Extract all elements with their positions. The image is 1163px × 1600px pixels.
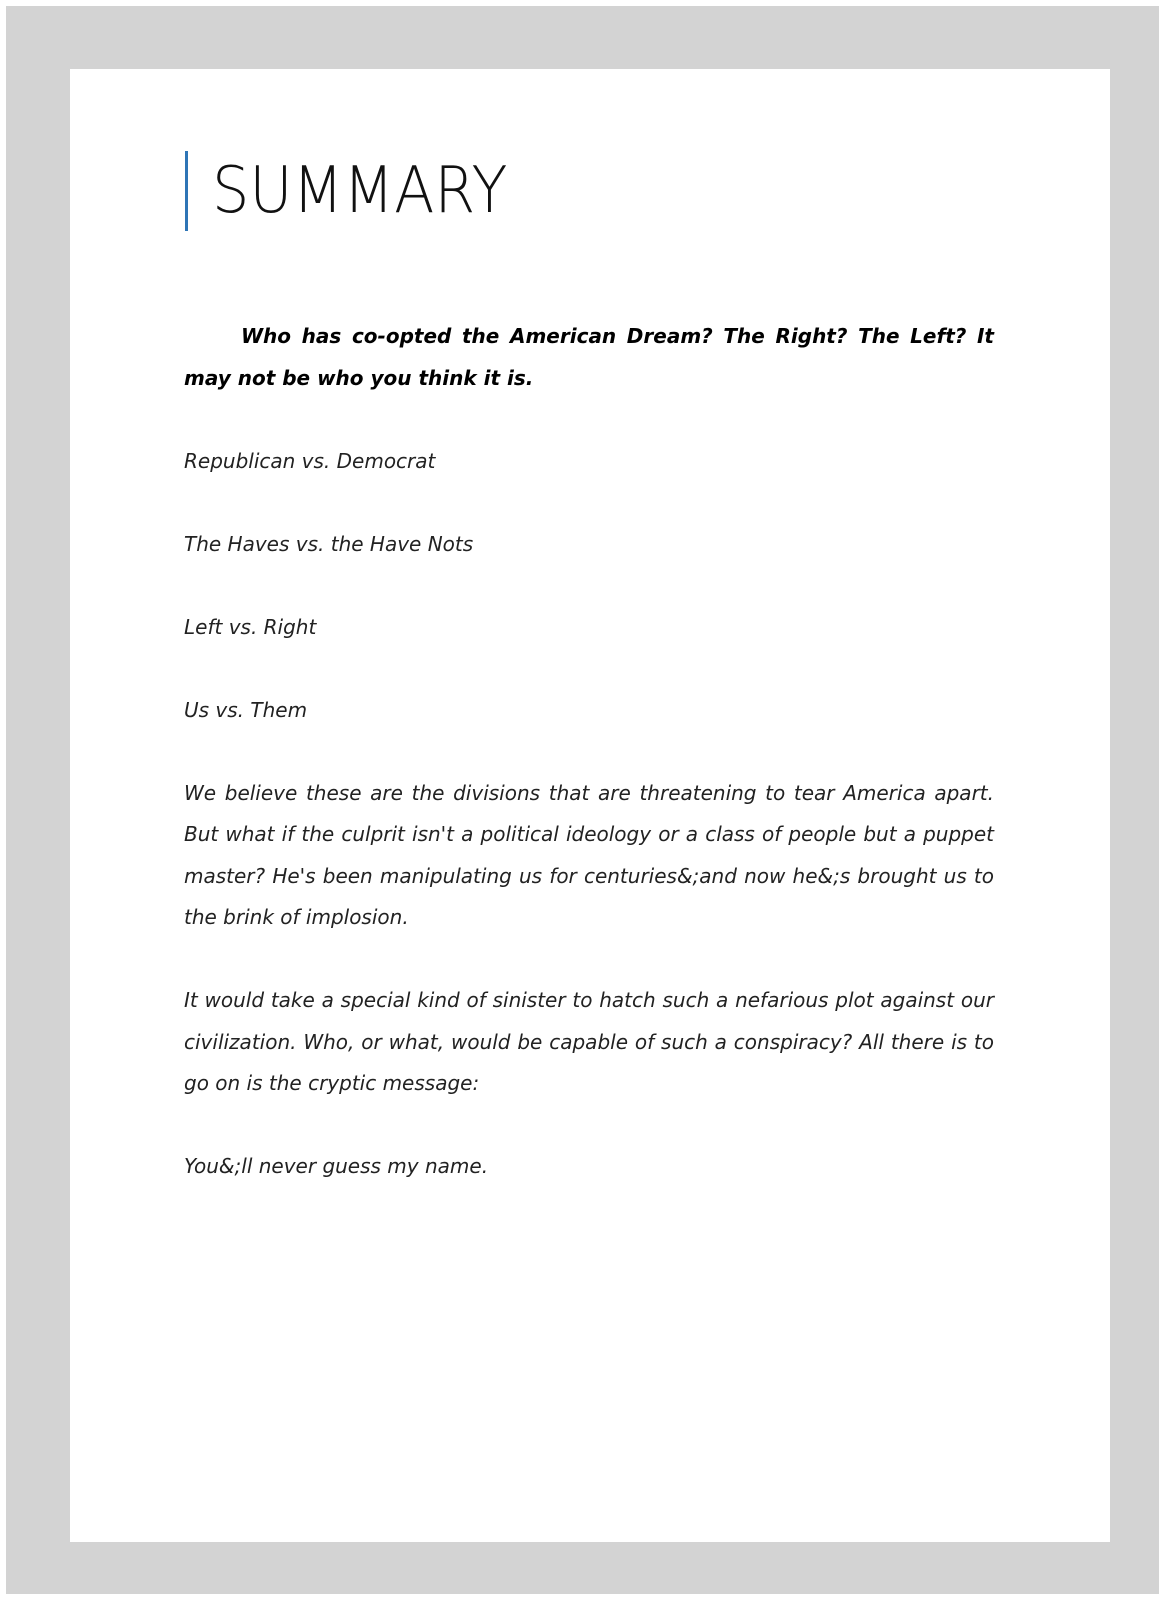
line-left-right: Left vs. Right xyxy=(184,614,317,639)
document-body xyxy=(184,316,994,1229)
lead-paragraph: Who has co-opted the American Dream? The Right? The Left? It may not be who you think it is. xyxy=(184,324,994,390)
line-us-them: Us vs. Them xyxy=(184,697,308,722)
title-block xyxy=(185,151,533,231)
page-title: SUMMARY xyxy=(212,154,508,228)
closing-line: You&;ll never guess my name. xyxy=(184,1154,489,1178)
line-republican-democrat: Republican vs. Democrat xyxy=(184,448,436,473)
paragraph-sinister: It would take a special kind of sinister to hatch such a nefarious plot against our civilization. Who, or what, would be capable of such a conspiracy? All there is to go on is the cryptic message: xyxy=(184,988,994,1095)
document-page xyxy=(70,69,1110,1542)
page-frame xyxy=(6,6,1159,1594)
line-haves-have-nots: The Haves vs. the Have Nots xyxy=(184,531,474,556)
paragraph-divisions: We believe these are the divisions that are threatening to tear America apart. But what if the culprit isn't a political ideology or a class of people but a puppet master? He's been manipulating us for centuries&;and now he&;s brought us to the brink of implosion. xyxy=(184,780,994,929)
title-accent-bar xyxy=(185,151,188,231)
